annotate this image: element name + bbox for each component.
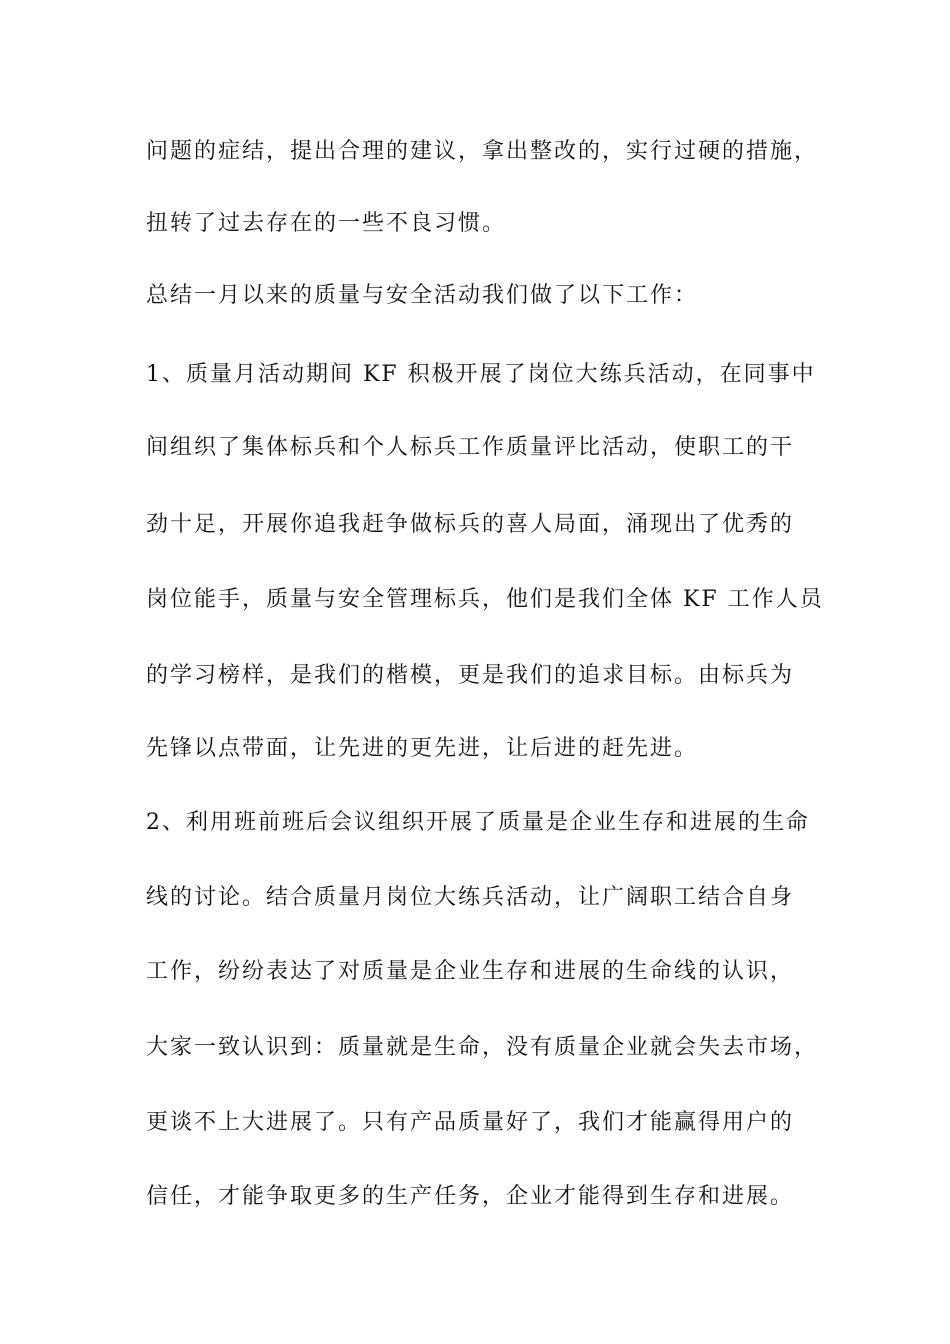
text-line: 间组织了集体标兵和个人标兵工作质量评比活动，使职工的干 [146, 435, 795, 460]
text-line: 线的讨论。结合质量月岗位大练兵活动，让广阔职工结合自身 [146, 885, 795, 910]
text-line: 2、利用班前班后会议组织开展了质量是企业生存和进展的生命 [146, 810, 810, 835]
text-line: 大家一致认识到：质量就是生命，没有质量企业就会失去市场， [146, 1035, 819, 1060]
text-line: 问题的症结，提出合理的建议，拿出整改的，实行过硬的措施， [146, 139, 819, 164]
text-line: 扭转了过去存在的一些不良习惯。 [146, 211, 507, 236]
text-line: 1、质量月活动期间 KF 积极开展了岗位大练兵活动，在同事中 [146, 362, 816, 387]
text-line: 的学习榜样，是我们的楷模，更是我们的追求目标。由标兵为 [146, 663, 795, 688]
text-line: 岗位能手，质量与安全管理标兵，他们是我们全体 KF 工作人员 [146, 587, 824, 612]
text-line: 工作，纷纷表达了对质量是企业生存和进展的生命线的认识， [146, 959, 795, 984]
text-line: 劲十足，开展你追我赶争做标兵的喜人局面，涌现出了优秀的 [146, 512, 795, 537]
text-line: 总结一月以来的质量与安全活动我们做了以下工作： [146, 283, 699, 308]
text-line: 更谈不上大进展了。只有产品质量好了，我们才能赢得用户的 [146, 1110, 795, 1135]
text-line: 先锋以点带面，让先进的更先进，让后进的赶先进。 [146, 736, 699, 761]
text-line: 信任，才能争取更多的生产任务，企业才能得到生存和进展。 [146, 1184, 795, 1209]
